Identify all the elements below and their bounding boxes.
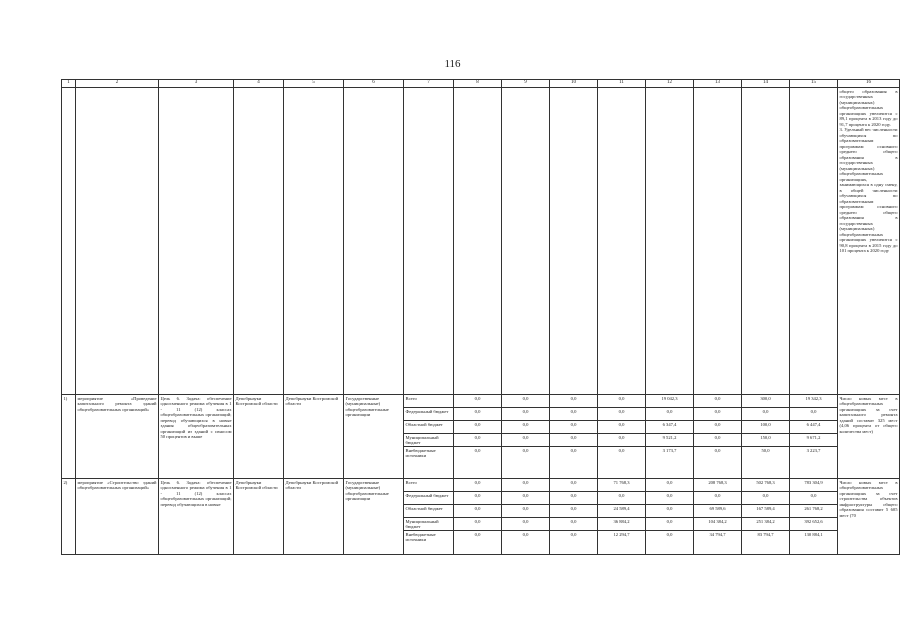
amount-cell: 0,0	[454, 434, 502, 447]
amount-cell: 0,0	[790, 492, 838, 505]
amount-cell: 0,0	[550, 518, 598, 531]
amount-cell: 0,0	[598, 447, 646, 479]
amount-cell: 0,0	[550, 531, 598, 555]
source-name: Областной бюджет	[404, 421, 454, 434]
amount-cell: 261 768,2	[790, 505, 838, 518]
amount-cell: 0,0	[502, 408, 550, 421]
amount-cell: 9 521,2	[646, 434, 694, 447]
measure-cell: мероприятие «Строительство зданий общеобразовательных организаций»	[76, 479, 159, 555]
amount-cell: 300,0	[742, 395, 790, 408]
amount-cell: 0,0	[502, 505, 550, 518]
page-number: 116	[444, 58, 461, 70]
participants-cell: Государственные (муниципальные) общеобразовательные организации	[344, 479, 404, 555]
column-header: 6	[344, 80, 404, 88]
amount-cell: 12 294,7	[598, 531, 646, 555]
recipient-cell: Депобрнауки Костромской области	[284, 479, 344, 555]
amount-cell: 0,0	[502, 421, 550, 434]
measure-cell: мероприятие «Проведение капитального ремонта зданий общеобразовательных организаций»	[76, 395, 159, 479]
task-cell: Цель 6. Задача: обеспечение односменного режима обучения в 1 - 11 (12) классах общеобразовательных организаций; перевод обучающихся в новые	[159, 479, 234, 555]
amount-cell: 0,0	[646, 531, 694, 555]
amount-cell: 502 768,3	[742, 479, 790, 492]
amount-cell: 0,0	[550, 505, 598, 518]
amount-cell: 0,0	[502, 479, 550, 492]
column-header: 14	[742, 80, 790, 88]
amount-cell: 0,0	[454, 479, 502, 492]
column-header: 10	[550, 80, 598, 88]
source-name: Муниципальный бюджет	[404, 434, 454, 447]
amount-cell: 0,0	[694, 408, 742, 421]
amount-cell: 104 384,2	[694, 518, 742, 531]
column-header: 11	[598, 80, 646, 88]
amount-cell: 0,0	[694, 421, 742, 434]
source-name: Муниципальный бюджет	[404, 518, 454, 531]
amount-cell: 6 347,4	[646, 421, 694, 434]
row-number: 2)	[62, 479, 76, 555]
column-header: 3	[159, 80, 234, 88]
column-header: 4	[234, 80, 284, 88]
amount-cell: 0,0	[454, 518, 502, 531]
amount-cell: 0,0	[790, 408, 838, 421]
column-header: 2	[76, 80, 159, 88]
amount-cell: 167 589,4	[742, 505, 790, 518]
amount-cell: 19 042,3	[646, 395, 694, 408]
source-name: Внебюджетные источники	[404, 531, 454, 555]
amount-cell: 0,0	[694, 434, 742, 447]
amount-cell: 0,0	[454, 505, 502, 518]
amount-cell: 208 768,3	[694, 479, 742, 492]
amount-cell: 0,0	[598, 408, 646, 421]
source-name: Федеральный бюджет	[404, 408, 454, 421]
amount-cell: 0,0	[694, 492, 742, 505]
source-name: Федеральный бюджет	[404, 492, 454, 505]
amount-cell: 783 304,9	[790, 479, 838, 492]
amount-cell: 0,0	[646, 518, 694, 531]
amount-cell: 0,0	[550, 434, 598, 447]
amount-cell: 0,0	[502, 518, 550, 531]
amount-cell: 0,0	[550, 479, 598, 492]
amount-cell: 0,0	[742, 492, 790, 505]
column-header: 8	[454, 80, 502, 88]
amount-cell: 0,0	[598, 492, 646, 505]
continuation-row	[62, 88, 900, 395]
executor-cell: Депобрнауки Костромской области	[234, 479, 284, 555]
amount-cell: 0,0	[502, 492, 550, 505]
row-number: 1)	[62, 395, 76, 479]
column-header: 9	[502, 80, 550, 88]
amount-cell: 0,0	[454, 395, 502, 408]
source-name: Всего	[404, 395, 454, 408]
amount-cell: 0,0	[502, 531, 550, 555]
amount-cell: 0,0	[646, 492, 694, 505]
column-header: 5	[284, 80, 344, 88]
amount-cell: 0,0	[646, 505, 694, 518]
column-header: 1	[62, 80, 76, 88]
amount-cell: 0,0	[550, 408, 598, 421]
executor-cell: Депобрнауки Костромской области	[234, 395, 284, 479]
amount-cell: 0,0	[454, 531, 502, 555]
participants-cell: Государственные (муниципальные) общеобразовательные организации	[344, 395, 404, 479]
amount-cell: 50,0	[742, 447, 790, 479]
amount-cell: 0,0	[694, 447, 742, 479]
task-cell: Цель 6. Задача: обеспечение односменного режима обучения в 1 - 11 (12) классах общеобразовательных организаций; перевод обучающихся в новые здания общеобразовательных организаций из зданий с износом 50 процентов и выше	[159, 395, 234, 479]
amount-cell: 0,0	[502, 395, 550, 408]
amount-cell: 0,0	[646, 479, 694, 492]
amount-cell: 0,0	[454, 421, 502, 434]
amount-cell: 0,0	[502, 434, 550, 447]
amount-cell: 0,0	[454, 492, 502, 505]
amount-cell: 0,0	[550, 395, 598, 408]
table-row	[62, 395, 900, 408]
amount-cell: 24 589,4	[598, 505, 646, 518]
amount-cell: 9 671,2	[790, 434, 838, 447]
amount-cell: 251 384,2	[742, 518, 790, 531]
amount-cell: 0,0	[742, 408, 790, 421]
table-row	[62, 479, 900, 492]
indicator-continuation-text: общего образования в государственных (муниципальных) общеобразовательных организациях увеличится с 89,1 процента в 2013 году до 91,7 процента к 2020 году. 3. Удельный вес численности обучающихся по образовательным программам основного среднего общего образования в государственных (муниципальных) общеобразовательных организациях, занимающихся в одну смену, в общей численности обучающихся по образовательным программам основного среднего общего образования в государственных (муниципальных) общеобразовательных организациях увеличится с 90,8 процента в 2015 году до 101 процента к 2020 году	[838, 88, 900, 395]
amount-cell: 392 652,6	[790, 518, 838, 531]
amount-cell: 0,0	[550, 447, 598, 479]
amount-cell: 0,0	[598, 434, 646, 447]
amount-cell: 100,0	[742, 421, 790, 434]
amount-cell: 0,0	[550, 421, 598, 434]
amount-cell: 19 342,3	[790, 395, 838, 408]
amount-cell: 83 794,7	[742, 531, 790, 555]
amount-cell: 36 884,2	[598, 518, 646, 531]
amount-cell: 0,0	[454, 408, 502, 421]
column-header: 16	[838, 80, 900, 88]
source-name: Всего	[404, 479, 454, 492]
source-name: Областной бюджет	[404, 505, 454, 518]
column-number-row	[62, 80, 900, 88]
amount-cell: 0,0	[550, 492, 598, 505]
amount-cell: 0,0	[502, 447, 550, 479]
amount-cell: 34 794,7	[694, 531, 742, 555]
amount-cell: 0,0	[694, 395, 742, 408]
amount-cell: 130 884,1	[790, 531, 838, 555]
column-header: 7	[404, 80, 454, 88]
amount-cell: 69 589,6	[694, 505, 742, 518]
amount-cell: 0,0	[598, 395, 646, 408]
recipient-cell: Депобрнауки Костромской области	[284, 395, 344, 479]
column-header: 13	[694, 80, 742, 88]
amount-cell: 150,0	[742, 434, 790, 447]
amount-cell: 71 768,3	[598, 479, 646, 492]
indicator-cell: Число новых мест в общеобразовательных организациях за счет строительства объектов инфраструктуры общего образования составит 5 605 мест (70	[838, 479, 900, 555]
column-header: 15	[790, 80, 838, 88]
amount-cell: 3 173,7	[646, 447, 694, 479]
amount-cell: 0,0	[646, 408, 694, 421]
amount-cell: 3 223,7	[790, 447, 838, 479]
source-name: Внебюджетные источники	[404, 447, 454, 479]
amount-cell: 0,0	[598, 421, 646, 434]
indicator-cell: Число новых мест в общеобразовательных организациях за счет капитального ремонта зданий составит 325 мест (4,06 процента от общего количества мест)	[838, 395, 900, 479]
amount-cell: 6 447,4	[790, 421, 838, 434]
budget-table	[61, 79, 900, 555]
column-header: 12	[646, 80, 694, 88]
amount-cell: 0,0	[454, 447, 502, 479]
